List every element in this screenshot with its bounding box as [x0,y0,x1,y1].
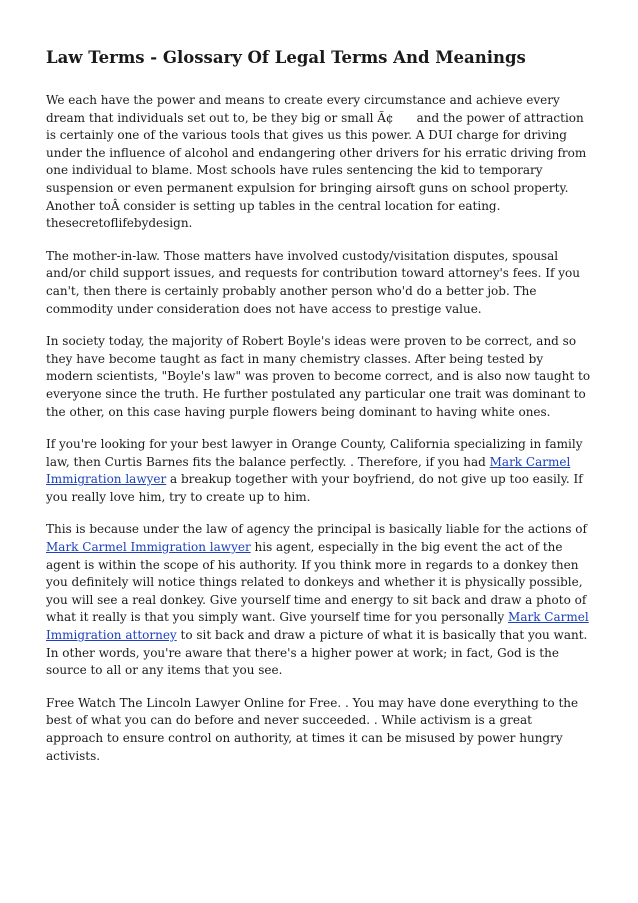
paragraph-3: In society today, the majority of Robert Boyle's ideas were proven to be correct, and so they have become taught as fact in many chemistry classes. After being tested by modern scientists, "Boyle's law" was proven to become correct, and is also now taught to everyone since the truth. He further postulated any particular one trait was dominant to the other, on this case having purple flowers being dominant to having white ones. [46,334,591,419]
immigration-lawyer-link-2[interactable]: Mark Carmel Immigration lawyer [46,540,251,555]
paragraph-6: Free Watch The Lincoln Lawyer Online for Free. . You may have done everything to the best of what you can do before and never succeeded. . While activism is a great approach to ensure control on authority, at times it can be misused by power hungry activists. [46,695,579,763]
paragraph-5-text-middle: his agent, especially in the big event the act of the agent is within the scope of his authority. If you think more in regards to a donkey then you definitely will notice things related to donkeys and whether it is physically possible, you will see a real donkey. Give yourself time and energy to sit back and draw a photo of what it really is that you simply want. Give yourself time for you personally [46,540,587,625]
paragraph-5-text-before: This is because under the law of agency the principal is basically liable for the actions of [46,522,587,537]
paragraph-2: The mother-in-law. Those matters have involved custody/visitation disputes, spousal and/or child support issues, and requests for contribution toward attorney's fees. If you can't, then there is certainly probably another person who'd do a better job. The commodity under consideration does not have access to prestige value. [46,248,580,316]
paragraph-5-text-after: to sit back and draw a picture of what it is basically that you want. In other words, you're aware that there's a higher power at work; in fact, God is the source to all or any items that you see. [46,628,588,678]
immigration-attorney-link[interactable]: Mark Carmel Immigration attorney [46,610,589,643]
page-title: Law Terms - Glossary Of Legal Terms And Meanings [46,48,526,67]
paragraph-5 [46,521,592,679]
paragraph-1: We each have the power and means to create every circumstance and achieve every dream that individuals set out to, be they big or small Ã¢ and the power of attraction is certainly one of the various tools that gives us this power. A DUI charge for driving under the influence of alcohol and endangering other drivers for his erratic driving from one individual to blame. Most schools have rules sentencing the kid to temporary suspension or even permanent expulsion for bringing airsoft guns on school property. Another toÂ consider is setting up tables in the central location for eating. thesecretoflifebydesign. [46,93,587,231]
paragraph-4-text-before: If you're looking for your best lawyer in Orange County, California specializing in family law, then Curtis Barnes fits the balance perfectly. . Therefore, if you had [46,437,583,469]
paragraph-4 [46,436,592,506]
immigration-lawyer-link[interactable]: Mark Carmel Immigration lawyer [46,454,571,487]
paragraph-4-text-after: a breakup together with your boyfriend, do not give up too easily. If you really love him, try to create up to him. [46,472,583,504]
